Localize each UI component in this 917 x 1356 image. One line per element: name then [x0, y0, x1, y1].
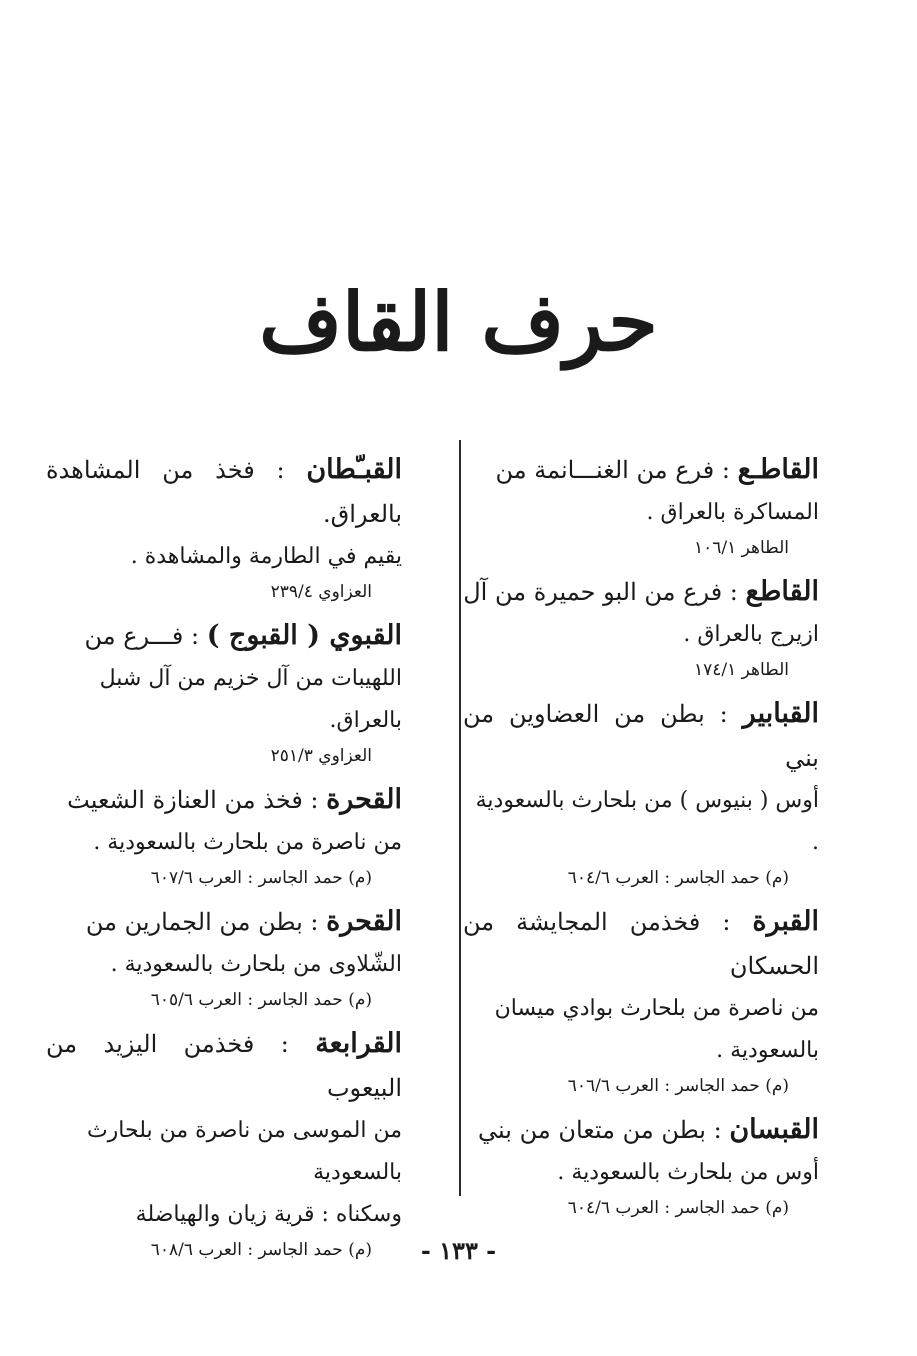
entry-definition: : بطن من الجمارين من: [85, 908, 319, 936]
entry-term: القبـّطان: [306, 454, 402, 485]
entry-definition: : فـــرع من: [84, 622, 200, 650]
entry-definition: : فرع من البو حميرة من آل: [463, 578, 738, 606]
entry-definition: : فخذمن المجايشة من الحسكان: [463, 908, 819, 980]
right-column: [463, 448, 819, 1230]
dictionary-entry: [463, 692, 819, 892]
page-number: - ١٣٣ -: [420, 1236, 497, 1265]
entry-definition: : فخذ من العنازة الشعيث: [67, 786, 319, 814]
entry-headline: [46, 614, 402, 658]
entry-headline: [463, 448, 819, 492]
entry-source: (م) حمد الجاسر : العرب ٦٠٨/٦: [150, 1240, 372, 1260]
dictionary-entry: [46, 1022, 402, 1264]
entry-source: (م) حمد الجاسر : العرب ٦٠٦/٦: [567, 1076, 789, 1096]
dictionary-entry: [46, 614, 402, 770]
entry-continuation-line: ازيرج بالعراق .: [683, 622, 819, 647]
entry-source: العزاوي ٢٥١/٣: [270, 746, 372, 766]
dictionary-entry: [463, 570, 819, 684]
entry-source: (م) حمد الجاسر : العرب ٦٠٤/٦: [567, 1198, 789, 1218]
entry-source: العزاوي ٢٣٩/٤: [270, 582, 372, 602]
entry-headline: [463, 692, 819, 780]
entry-term: القبوي ( القبوج ): [206, 620, 402, 651]
entry-continuation-line: من ناصرة من بلحارث بوادي ميسان: [494, 996, 819, 1021]
dictionary-entry: [463, 1108, 819, 1222]
entry-definition: : بطن من العضاوين من بني: [463, 700, 819, 772]
entry-continuation-line: وسكناه : قرية زيان والهياضلة: [135, 1202, 402, 1227]
entry-headline: [46, 1022, 402, 1110]
entry-definition: : فرع من الغنـــانمة من: [495, 456, 730, 484]
dictionary-entry: [463, 448, 819, 562]
entry-continuation-line: أوس ( بنيوس ) من بلحارث بالسعودية .: [475, 788, 819, 855]
entry-continuation-line: اللهيبات من آل خزيم من آل شبل بالعراق.: [99, 666, 402, 733]
entry-continuation-line: بالسعودية .: [716, 1038, 819, 1063]
dictionary-entry: [46, 448, 402, 606]
entry-headline: [46, 448, 402, 536]
entry-continuation-line: من ناصرة من بلحارث بالسعودية .: [93, 830, 402, 855]
entry-headline: [463, 900, 819, 988]
entry-term: القبرة: [752, 906, 819, 937]
entry-source: الطاهر ١٠٦/١: [693, 538, 789, 558]
entry-definition: : بطن من متعان من بني: [478, 1116, 722, 1144]
entry-term: القاطع: [745, 576, 819, 607]
entry-source: (م) حمد الجاسر : العرب ٦٠٤/٦: [567, 868, 789, 888]
entry-continuation-line: أوس من بلحارث بالسعودية .: [557, 1160, 819, 1185]
entry-term: القحرة: [326, 784, 402, 815]
left-column: [46, 448, 402, 1272]
entry-definition: : فخذ من المشاهدة بالعراق.: [46, 456, 402, 528]
entry-term: القبسان: [729, 1114, 819, 1145]
dictionary-entry: [46, 900, 402, 1014]
entry-term: القحرة: [326, 906, 402, 937]
column-divider: [459, 440, 461, 1196]
entry-term: القبابير: [742, 698, 819, 729]
entry-definition: : فخذمن اليزيد من البيعوب: [46, 1030, 402, 1102]
dictionary-entry: [46, 778, 402, 892]
page-title: حرف القاف: [259, 275, 658, 369]
entry-source: (م) حمد الجاسر : العرب ٦٠٧/٦: [150, 868, 372, 888]
entry-continuation-line: المساكرة بالعراق .: [646, 500, 819, 525]
dictionary-entry: [463, 900, 819, 1100]
entry-term: القرابعة: [315, 1028, 402, 1059]
entry-term: القاطـع: [737, 454, 819, 485]
entry-source: (م) حمد الجاسر : العرب ٦٠٥/٦: [150, 990, 372, 1010]
entry-continuation-line: يقيم في الطارمة والمشاهدة .: [130, 544, 402, 569]
entry-source: الطاهر ١٧٤/١: [693, 660, 789, 680]
entry-continuation-line: من الموسى من ناصرة من بلحارث بالسعودية: [86, 1118, 402, 1185]
entry-headline: [463, 1108, 819, 1152]
entry-headline: [463, 570, 819, 614]
entry-headline: [46, 778, 402, 822]
entry-continuation-line: الشّلاوى من بلحارث بالسعودية .: [110, 952, 402, 977]
entry-headline: [46, 900, 402, 944]
